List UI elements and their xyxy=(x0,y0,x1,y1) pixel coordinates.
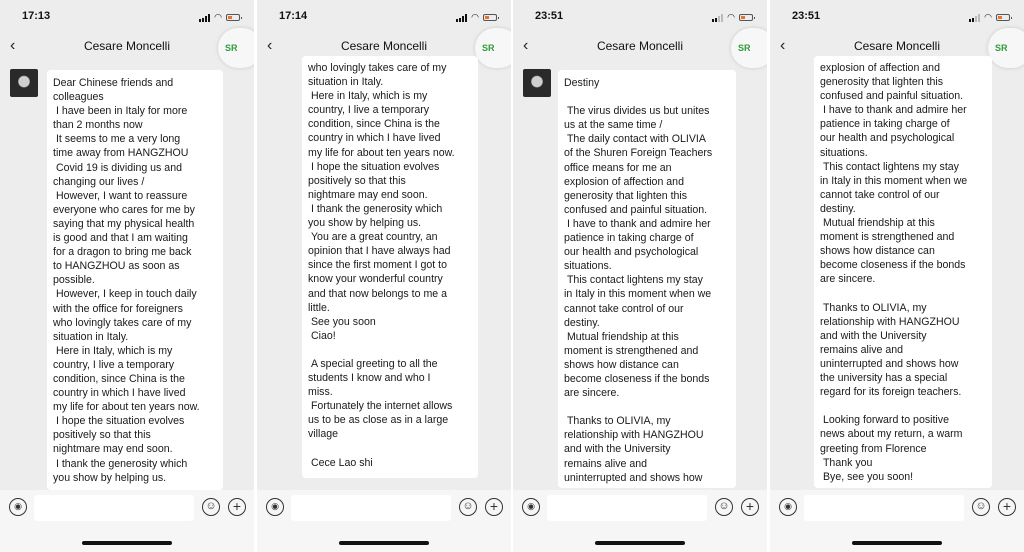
emoji-icon[interactable]: ☺ xyxy=(972,498,990,516)
input-bar xyxy=(0,490,254,552)
input-bar xyxy=(257,490,511,552)
chat-title: Cesare Moncelli xyxy=(596,39,684,53)
home-indicator xyxy=(82,541,172,545)
battery-icon xyxy=(996,14,1010,21)
chat-screen-4 xyxy=(770,0,1024,552)
logo-icon: SR xyxy=(995,43,1008,53)
signal-icon xyxy=(456,14,467,22)
emoji-icon[interactable]: ☺ xyxy=(715,498,733,516)
chat-screen-3 xyxy=(513,0,767,552)
logo-icon: SR xyxy=(225,43,238,53)
status-bar xyxy=(257,0,511,34)
voice-icon[interactable]: ◉ xyxy=(266,498,284,516)
message-bubble: explosion of affection and generosity that lighten this confused and painful situation. I have to thank and admire her patience in taking charge of our health and psychological situations. This contact lightens my stay in Italy in this moment when we cannot take control of our destiny. Mutual friendship at this moment is strengthened and shows how distance can become closeness if the bonds are sincere. Thanks to OLIVIA, my relationship with HANGZHOU and with the University remains alive and uninterrupted and shows how the university has a special regard for its foreign teachers. Looking forward to positive news about my return, a warm greeting from Florence Thank you Bye, see you soon! xyxy=(814,56,992,488)
mini-program-badge[interactable] xyxy=(218,28,254,68)
voice-icon[interactable]: ◉ xyxy=(9,498,27,516)
home-indicator xyxy=(852,541,942,545)
wifi-icon: ◠ xyxy=(727,12,735,22)
mini-program-badge[interactable] xyxy=(988,28,1024,68)
signal-icon xyxy=(712,14,723,22)
plus-icon[interactable]: + xyxy=(998,498,1016,516)
chevron-left-icon[interactable]: ‹ xyxy=(523,37,529,54)
logo-icon: SR xyxy=(482,43,495,53)
emoji-icon[interactable]: ☺ xyxy=(202,498,220,516)
status-bar xyxy=(770,0,1024,34)
plus-icon[interactable]: + xyxy=(228,498,246,516)
status-icons xyxy=(199,12,240,23)
message-input[interactable] xyxy=(804,495,964,521)
chevron-left-icon[interactable]: ‹ xyxy=(10,37,16,54)
wifi-icon: ◠ xyxy=(214,12,222,22)
battery-icon xyxy=(226,14,240,21)
status-time: 23:51 xyxy=(535,10,564,22)
chat-title: Cesare Moncelli xyxy=(853,39,941,53)
home-indicator xyxy=(339,541,429,545)
chat-header xyxy=(0,34,254,60)
chat-screen-2 xyxy=(257,0,511,552)
input-bar xyxy=(770,490,1024,552)
plus-icon[interactable]: + xyxy=(485,498,503,516)
voice-icon[interactable]: ◉ xyxy=(779,498,797,516)
emoji-icon[interactable]: ☺ xyxy=(459,498,477,516)
voice-icon[interactable]: ◉ xyxy=(522,498,540,516)
message-bubble: who lovingly takes care of my situation in Italy. Here in Italy, which is my country, I live a temporary condition, since China is the country in which I have lived my life for about ten years now. I hope the situation evolves positively so that this nightmare may end soon. I thank the generosity which you show by helping us. You are a great country, an opinion that I have always had since the first moment I got to know your wonderful country and that now belongs to me a little. See you soon Ciao! A special greeting to all the students I know and who I miss. Fortunately the internet allows us to be as close as in a large village Cece Lao shi xyxy=(302,56,478,478)
status-bar xyxy=(0,0,254,34)
message-input[interactable] xyxy=(34,495,194,521)
mini-program-badge[interactable] xyxy=(475,28,511,68)
status-bar xyxy=(513,0,767,34)
status-icons xyxy=(969,12,1010,23)
message-bubble: Dear Chinese friends and colleagues I have been in Italy for more than 2 months now It seems to me a very long time away from HANGZHOU Covid 19 is dividing us and changing our lives / However, I want to reassure everyone who cares for me by saying that my physical health is good and that I am waiting for a dragon to bring me back to HANGZHOU as soon as possible. However, I keep in touch daily with the office for foreigners who lovingly takes care of my situation in Italy. Here in Italy, which is my country, I live a temporary condition, since China is the country in which I have lived my life for about ten years now. I hope the situation evolves positively so that this nightmare may end soon. I thank the generosity which you show by helping us. xyxy=(47,70,223,490)
signal-icon xyxy=(969,14,980,22)
chevron-left-icon[interactable]: ‹ xyxy=(780,37,786,54)
input-bar xyxy=(513,490,767,552)
battery-icon xyxy=(739,14,753,21)
plus-icon[interactable]: + xyxy=(741,498,759,516)
wifi-icon: ◠ xyxy=(984,12,992,22)
status-icons xyxy=(456,12,497,23)
chevron-left-icon[interactable]: ‹ xyxy=(267,37,273,54)
message-input[interactable] xyxy=(547,495,707,521)
battery-icon xyxy=(483,14,497,21)
mini-program-badge[interactable] xyxy=(731,28,767,68)
chat-title: Cesare Moncelli xyxy=(340,39,428,53)
logo-icon: SR xyxy=(738,43,751,53)
chat-title: Cesare Moncelli xyxy=(83,39,171,53)
avatar[interactable] xyxy=(10,69,38,97)
wifi-icon: ◠ xyxy=(471,12,479,22)
status-time: 23:51 xyxy=(792,10,821,22)
message-bubble: Destiny The virus divides us but unites us at the same time / The daily contact with OLIVIA of the Shuren Foreign Teachers office means for me an explosion of affection and generosity that lighten this confused and painful situation. I have to thank and admire her patience in taking charge of our health and psychological situations. This contact lightens my stay in Italy in this moment when we cannot take control of our destiny. Mutual friendship at this moment is strengthened and shows how distance can become closeness if the bonds are sincere. Thanks to OLIVIA, my relationship with HANGZHOU and with the University remains alive and uninterrupted and shows how xyxy=(558,70,736,488)
status-time: 17:14 xyxy=(279,10,308,22)
chat-header xyxy=(513,34,767,60)
signal-icon xyxy=(199,14,210,22)
message-input[interactable] xyxy=(291,495,451,521)
chat-screen-1 xyxy=(0,0,254,552)
home-indicator xyxy=(595,541,685,545)
avatar[interactable] xyxy=(523,69,551,97)
status-icons xyxy=(712,12,753,23)
status-time: 17:13 xyxy=(22,10,51,22)
